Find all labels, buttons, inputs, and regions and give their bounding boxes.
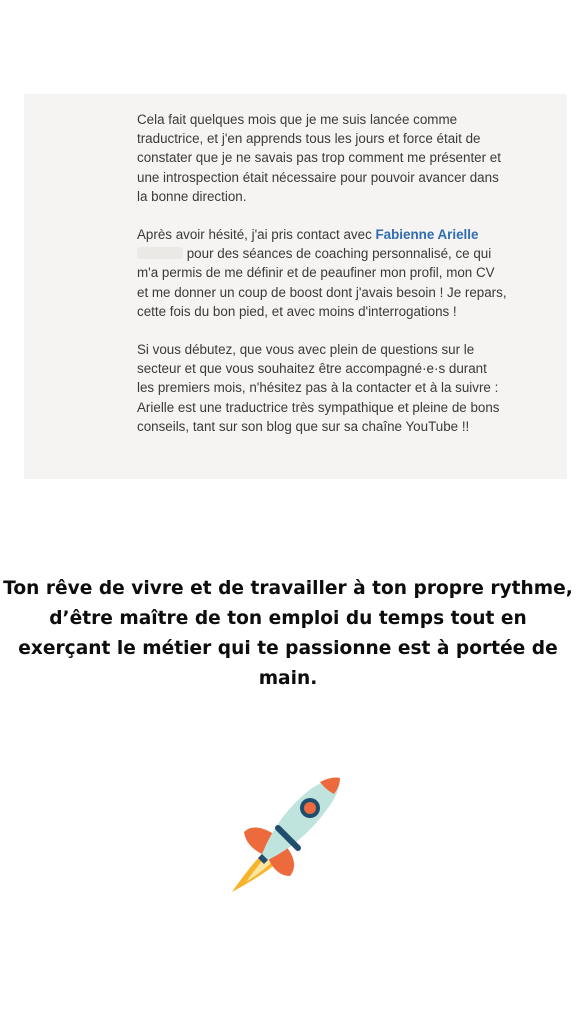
- redacted-name-blur: [137, 247, 183, 259]
- headline-line-4: main.: [258, 668, 318, 689]
- headline-line-1: Ton rêve de vivre et de travailler à ton propre rythme,: [3, 578, 573, 599]
- testimonial-paragraph-1: Cela fait quelques mois que je me suis lancée comme traductrice, et j'en apprends tous les jours et force était de constater que je ne savais pas trop comment me présenter et une introspection était nécessaire pour pouvoir avancer dans la bonne direction.: [137, 112, 501, 204]
- rocket-icon: [228, 774, 344, 894]
- testimonial-paragraph-2-start: Après avoir hésité, j'ai pris contact avec: [137, 227, 376, 243]
- headline: [0, 574, 576, 694]
- testimonial-paragraph-3: Si vous débutez, que vous avec plein de questions sur le secteur et que vous souhaitez être accompagné·e·s durant les premiers mois, n'hésitez pas à la contacter et à la suivre : Arielle est une traductrice très sympathique et pleine de bons conseils, tant sur son blog que sur sa chaîne YouTube !!: [137, 342, 500, 434]
- testimonial-card: [24, 94, 567, 479]
- testimonial-paragraph-2: [137, 225, 507, 321]
- rocket-window: [304, 802, 316, 814]
- headline-line-2: d’être maître de ton emploi du temps tout en: [49, 608, 527, 629]
- testimonial-text: [137, 110, 507, 436]
- testimonial-paragraph-2-end: pour des séances de coaching personnalisé, ce qui m'a permis de me définir et de peaufiner mon profil, mon CV et me donner un coup de boost dont j'avais besoin ! Je repars, cette fois du bon pied, et avec moins d'interrogations !: [137, 246, 507, 319]
- headline-line-3: exerçant le métier qui te passionne est à portée de: [18, 638, 558, 659]
- mention-link[interactable]: Fabienne Arielle: [375, 227, 479, 243]
